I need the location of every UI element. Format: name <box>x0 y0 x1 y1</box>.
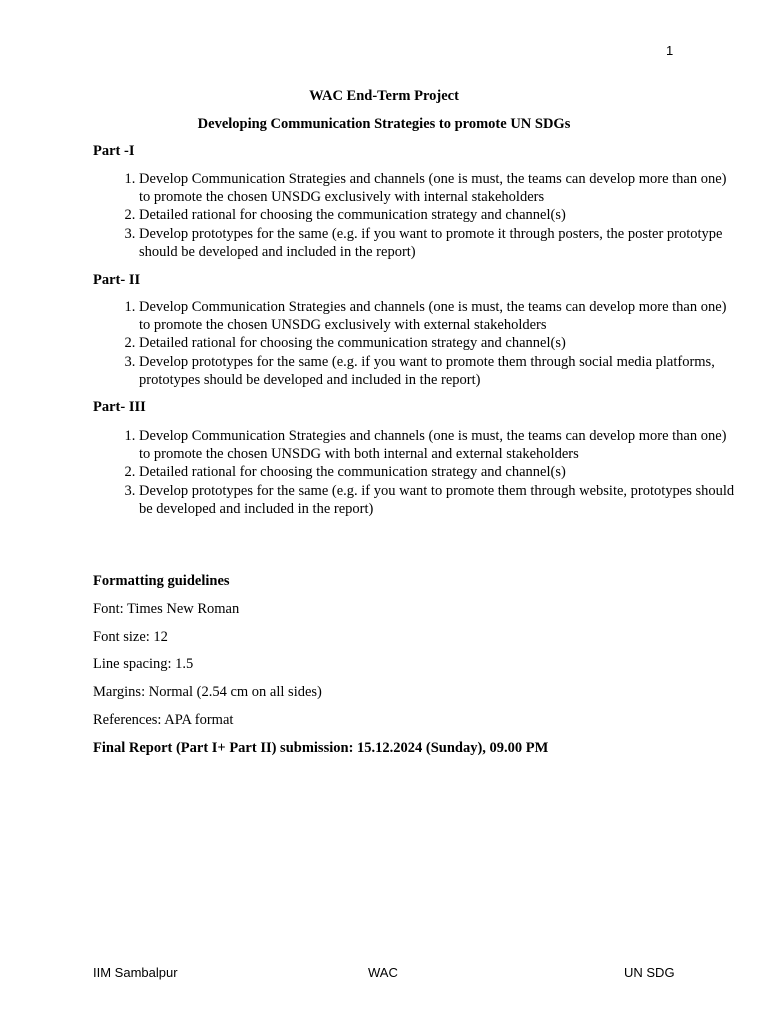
formatting-font: Font: Times New Roman <box>93 601 240 617</box>
part-3-list <box>93 427 739 518</box>
page-number: 1 <box>666 43 674 58</box>
formatting-font-size: Font size: 12 <box>93 629 168 645</box>
part-1-heading: Part -I <box>93 143 135 159</box>
formatting-line-spacing: Line spacing: 1.5 <box>93 656 194 672</box>
list-item: 1. Develop Communication Strategies and channels (one is must, the teams can develop more than one) to promote the chosen UNSDG exclusively with external stakeholders <box>139 298 739 334</box>
list-item: 3. Develop prototypes for the same (e.g. if you want to promote them through website, prototypes should be developed and included in the report) <box>139 482 739 518</box>
list-item: 1. Develop Communication Strategies and channels (one is must, the teams can develop more than one) to promote the chosen UNSDG with both internal and external stakeholders <box>139 427 739 463</box>
formatting-margins: Margins: Normal (2.54 cm on all sides) <box>93 684 322 700</box>
list-item: 3. Develop prototypes for the same (e.g. if you want to promote it through posters, the poster prototype should be developed and included in the report) <box>139 225 739 261</box>
part-1-list <box>93 170 739 261</box>
list-item: 2. Detailed rational for choosing the communication strategy and channel(s) <box>139 206 739 224</box>
list-item: 2. Detailed rational for choosing the communication strategy and channel(s) <box>139 334 739 352</box>
formatting-heading: Formatting guidelines <box>93 573 230 589</box>
document-subtitle: Developing Communication Strategies to promote UN SDGs <box>197 116 571 132</box>
footer-right: UN SDG <box>624 965 675 980</box>
footer-left: IIM Sambalpur <box>93 965 178 980</box>
submission-deadline: Final Report (Part I+ Part II) submission: 15.12.2024 (Sunday), 09.00 PM <box>93 740 549 756</box>
footer-center: WAC <box>368 965 398 980</box>
formatting-references: References: APA format <box>93 712 234 728</box>
list-item: 2. Detailed rational for choosing the communication strategy and channel(s) <box>139 463 739 481</box>
document-title: WAC End-Term Project <box>309 88 459 104</box>
part-3-heading: Part- III <box>93 399 146 415</box>
list-item: 3. Develop prototypes for the same (e.g. if you want to promote them through social media platforms, prototypes should be developed and included in the report) <box>139 353 739 389</box>
part-2-list <box>93 298 739 389</box>
part-2-heading: Part- II <box>93 272 141 288</box>
list-item: 1. Develop Communication Strategies and channels (one is must, the teams can develop more than one) to promote the chosen UNSDG exclusively with internal stakeholders <box>139 170 739 206</box>
